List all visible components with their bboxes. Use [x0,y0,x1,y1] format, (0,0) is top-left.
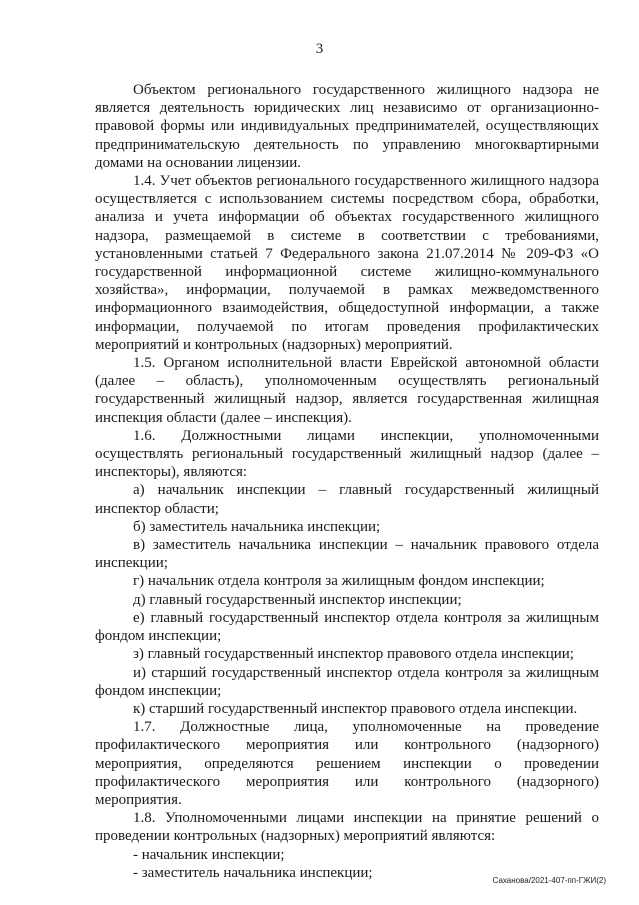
list-item-g: г) начальник отдела контроля за жилищным фондом инспекции; [133,573,545,590]
list-item-v: в) заместитель начальника инспекции – начальник правового отдела инспекции; [95,537,599,572]
paragraph-1-8-decision-makers: 1.8. Уполномоченными лицами инспекции на принятие решений о проведении контрольных (надзорных) мероприятий являются: [95,810,599,845]
page-number: 3 [315,41,324,57]
paragraph-1-7-authorized-persons: 1.7. Должностные лица, уполномоченные на проведение профилактического мероприятия или контрольного (надзорного) мероприятия, определяются решением инспекции о проведении профилактического мероприятия или контрольного (надзорного) мероприятия. [95,719,599,808]
list-item-head-of-inspection: - начальник инспекции; [133,846,285,863]
list-item-a: а) начальник инспекции – главный государственный жилищный инспектор области; [95,482,599,517]
list-item-e: е) главный государственный инспектор отдела контроля за жилищным фондом инспекции; [95,609,599,645]
list-item-d: д) главный государственный инспектор инспекции; [133,591,462,608]
paragraph-object-exclusion: Объектом регионального государственного жилищного надзора не является деятельность юридических лиц независимо от организационно-правовой формы или индивидуальных предпринимателей, осуществляющих предпринимательскую деятельность по управлению многоквартирными домами на основании лицензии. [95,82,599,171]
list-item-z: з) главный государственный инспектор правового отдела инспекции; [133,646,574,663]
list-item-deputy-head: - заместитель начальника инспекции; [133,864,373,881]
paragraph-1-6-officials: 1.6. Должностными лицами инспекции, уполномоченными осуществлять региональный государственный жилищный надзор (далее – инспекторы), являются: [95,427,599,481]
paragraph-1-4-accounting: 1.4. Учет объектов регионального государственного жилищного надзора осуществляется с использованием системы посредством сбора, обработки, анализа и учета информации об объектах государственного жилищного надзора, размещаемой в системе в соответствии с требованиями, установленными статьей 7 Федерального закона 21.07.2014 № 209-ФЗ «О государственной информационной системе жилищно-коммунального хозяйства», информации, получаемой в рамках межведомственного информационного взаимодействия, общедоступной информации, а также информации, получаемой по итогам проведения профилактических мероприятий и контрольных (надзорных) мероприятий. [95,173,599,353]
paragraph-1-5-authority: 1.5. Органом исполнительной власти Еврейской автономной области (далее – область), уполномоченным осуществлять региональный государственный жилищный надзор, является государственная жилищная инспекция области (далее – инспекция). [95,355,599,426]
list-item-k: к) старший государственный инспектор правового отдела инспекции. [133,700,578,717]
document-body [95,81,599,882]
document-footer-code: Саханова/2021-407-пп-ГЖИ(2) [492,876,606,885]
list-item-i: и) старший государственный инспектор отдела контроля за жилищным фондом инспекции; [95,664,599,699]
list-item-b: б) заместитель начальника инспекции; [133,518,381,535]
